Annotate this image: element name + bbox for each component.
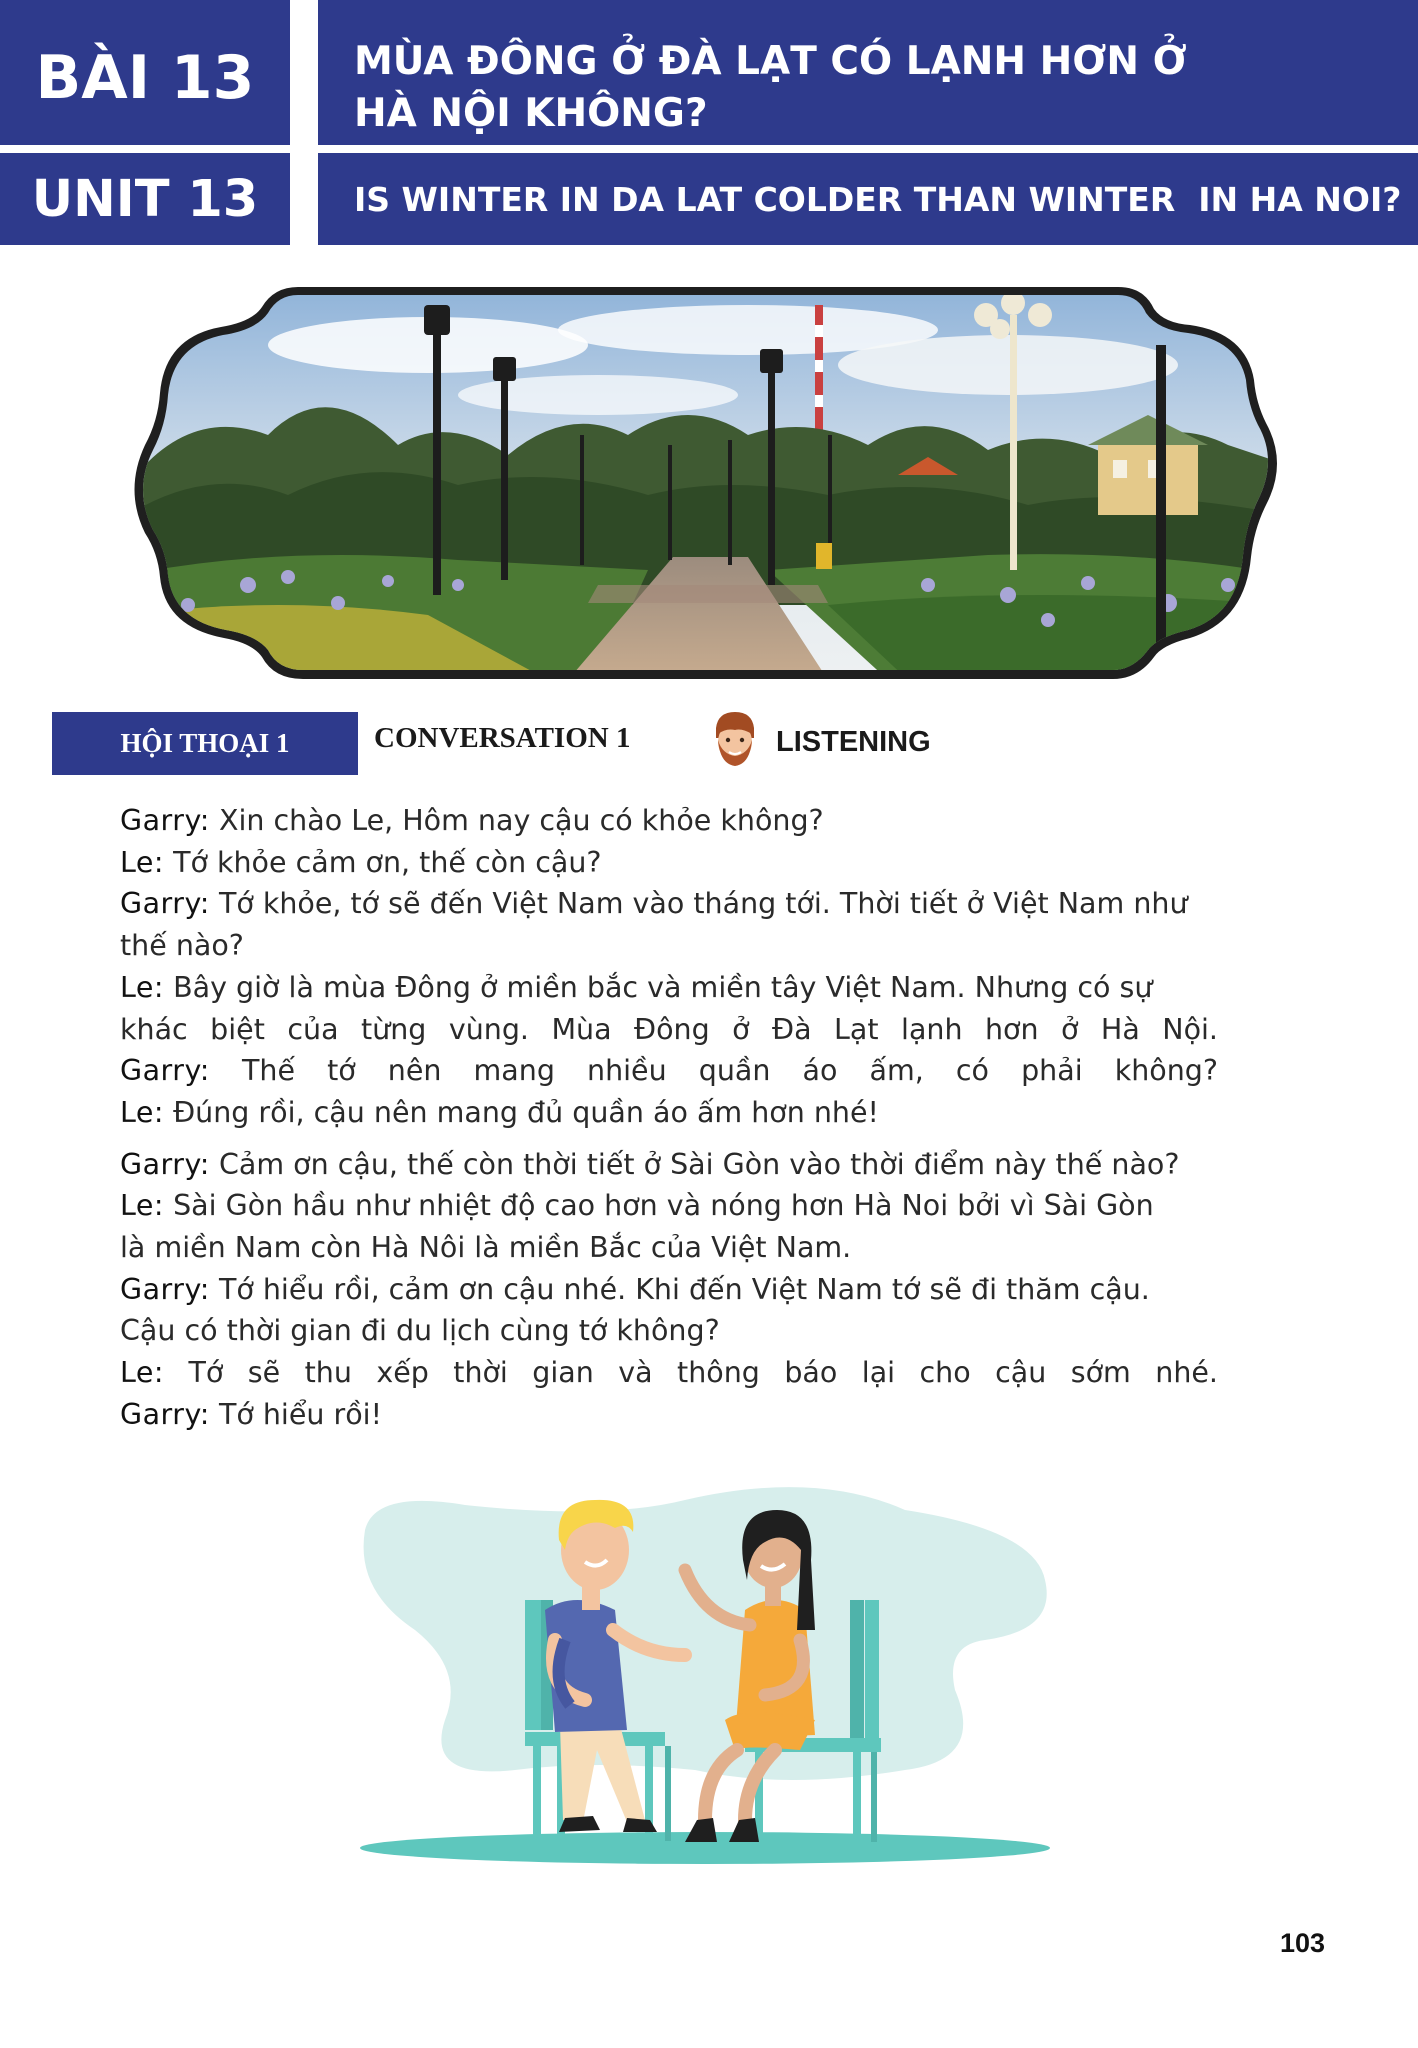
speaker-name: Garry: bbox=[120, 1147, 210, 1181]
dialogue-line bbox=[120, 883, 1218, 925]
da-lat-park-photo bbox=[128, 285, 1288, 680]
speaker-name: Garry: bbox=[120, 887, 210, 921]
dialogue-line bbox=[120, 1050, 1218, 1092]
dialogue-line bbox=[120, 1009, 1218, 1051]
speaker-name: Garry: bbox=[120, 1054, 210, 1088]
speaker-name: Le: bbox=[120, 1356, 165, 1390]
dialogue-line bbox=[120, 1227, 1218, 1269]
speaker-name: Garry: bbox=[120, 1272, 210, 1306]
dialogue-line bbox=[120, 1394, 1218, 1436]
line-text: Tớ sẽ thu xếp thời gian và thông báo lại cho cậu sớm nhé. bbox=[164, 1356, 1218, 1390]
dialogue-line bbox=[120, 1092, 1218, 1134]
conversation-badge-text: HỘI THOẠI 1 bbox=[120, 728, 290, 758]
unit-label bbox=[0, 153, 290, 245]
speaker-name: Garry: bbox=[120, 804, 210, 837]
line-text: khác biệt của từng vùng. Mùa Đông ở Đà Lạt lạnh hơn ở Hà Nội. bbox=[120, 1012, 1218, 1046]
line-text: Cảm ơn cậu, thế còn thời tiết ở Sài Gòn vào thời điểm này thế nào? bbox=[209, 1147, 1180, 1181]
dialogue-line bbox=[120, 800, 1218, 842]
lesson-label-text: BÀI 13 bbox=[35, 42, 255, 113]
dialogue-line bbox=[120, 842, 1218, 884]
dialogue-line bbox=[120, 1185, 1218, 1227]
line-text: Thế tớ nên mang nhiều quần áo ấm, có phải không? bbox=[209, 1054, 1218, 1088]
line-text: Sài Gòn hầu như nhiệt độ cao hơn và nóng hơn Hà Noi bởi vì Sài Gòn bbox=[164, 1189, 1154, 1223]
dialogue bbox=[120, 800, 1218, 1436]
line-text: Tớ khỏe, tớ sẽ đến Việt Nam vào tháng tới. Thời tiết ở Việt Nam như bbox=[209, 887, 1188, 921]
line-text: Xin chào Le, Hôm nay cậu có khỏe không? bbox=[209, 804, 824, 837]
speaker-name: Le: bbox=[120, 845, 165, 879]
dialogue-line bbox=[120, 1269, 1218, 1311]
dialogue-line bbox=[120, 967, 1218, 1009]
lesson-title-line-1: MÙA ĐÔNG Ở ĐÀ LẠT CÓ LẠNH HƠN Ở bbox=[354, 39, 1187, 84]
speaker-name: Le: bbox=[120, 970, 165, 1004]
unit-title bbox=[318, 153, 1418, 245]
lesson-title-line-2: HÀ NỘI KHÔNG? bbox=[354, 91, 708, 136]
line-text: Cậu có thời gian đi du lịch cùng tớ không? bbox=[120, 1314, 720, 1348]
line-text: là miền Nam còn Hà Nôi là miền Bắc của Việt Nam. bbox=[120, 1231, 852, 1265]
line-text: Đúng rồi, cậu nên mang đủ quần áo ấm hơn nhé! bbox=[164, 1095, 879, 1129]
conversation-english-label: CONVERSATION 1 bbox=[374, 722, 631, 754]
line-text: Tớ hiểu rồi! bbox=[209, 1397, 382, 1431]
conversation-badge bbox=[52, 712, 358, 775]
man-face-icon[interactable] bbox=[712, 710, 758, 770]
speaker-name: Le: bbox=[120, 1189, 165, 1223]
unit-title-text: IS WINTER IN DA LAT COLDER THAN WINTER IN HA NOI? bbox=[354, 179, 1402, 219]
page-number: 103 bbox=[1280, 1928, 1326, 1958]
listening-label: LISTENING bbox=[776, 726, 931, 758]
line-text: Tớ khỏe cảm ơn, thế còn cậu? bbox=[164, 845, 602, 879]
dialogue-line bbox=[120, 925, 1218, 967]
line-text: thế nào? bbox=[120, 929, 244, 963]
lesson-label bbox=[0, 0, 290, 145]
conversation-illustration bbox=[345, 1470, 1065, 1870]
lesson-title bbox=[318, 0, 1418, 145]
unit-label-text: UNIT 13 bbox=[31, 169, 259, 229]
line-text: Tớ hiểu rồi, cảm ơn cậu nhé. Khi đến Việt Nam tớ sẽ đi thăm cậu. bbox=[209, 1272, 1150, 1306]
dialogue-line bbox=[120, 1144, 1218, 1186]
line-text: Bây giờ là mùa Đông ở miền bắc và miền tây Việt Nam. Nhưng có sự bbox=[164, 970, 1153, 1004]
dialogue-line bbox=[120, 1352, 1218, 1394]
speaker-name: Le: bbox=[120, 1095, 165, 1129]
speaker-name: Garry: bbox=[120, 1397, 210, 1431]
dialogue-line bbox=[120, 1310, 1218, 1352]
